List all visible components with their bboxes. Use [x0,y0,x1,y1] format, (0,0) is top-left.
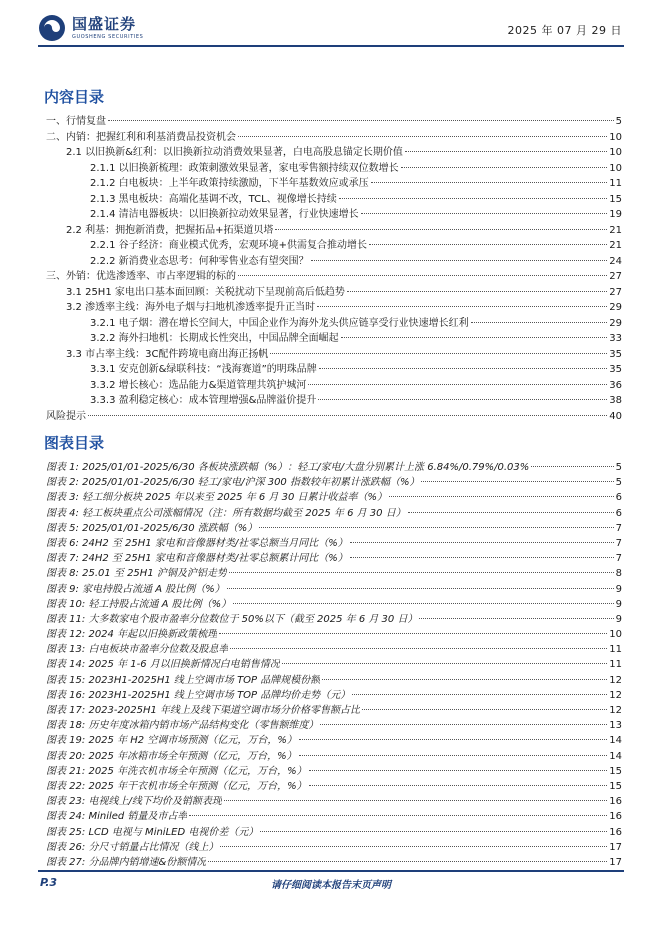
toc-entry-page: 36 [609,379,622,391]
toc-entry-page: 35 [609,364,622,375]
toc-entry[interactable] [44,267,622,283]
toc-entry-page: 10 [609,131,622,143]
dot-leader [282,663,607,664]
toc-entry-title: 风险提示 [46,410,86,422]
dot-leader [362,709,607,710]
figure-entry-title: 图表 11: 大多数家电个股市盈率分位数位于 50%以下（截至 2025 年 6 月 30 日） [46,613,418,625]
dot-leader [219,633,607,634]
toc-entry-page: 10 [609,147,622,158]
toc-entry-page: 33 [609,333,622,344]
dot-leader [347,291,607,292]
figure-entry-page: 8 [615,568,622,580]
toc-entry[interactable] [44,112,622,128]
dot-leader [189,815,607,816]
header-divider [38,45,624,47]
toc-entry[interactable] [44,329,622,345]
logo-cn-text: 国盛证券 [72,14,137,33]
toc-entry-title: 2.2.1 谷子经济：商业模式优秀，宏观环境+供需复合推动增长 [90,240,368,251]
dot-leader [259,527,613,528]
figures-list [44,458,622,868]
figure-entry[interactable] [44,534,622,549]
toc-entry-page: 10 [609,162,622,174]
toc-entry[interactable] [44,190,622,206]
figure-entry-page: 9 [615,613,622,625]
figure-entry[interactable] [44,823,622,838]
figure-entry-page: 17 [609,856,622,868]
toc-entry[interactable] [44,407,622,423]
figure-entry-title: 图表 15: 2023H1-2025H1 线上空调市场 TOP 品牌规模份额 [46,674,321,686]
toc-entry[interactable] [44,360,622,376]
toc-entry[interactable] [44,221,622,237]
dot-leader [350,542,614,543]
toc-entry-title: 3.3.1 安克创新&绿联科技：“浅海赛道”的明珠品牌 [90,364,317,375]
figure-entry[interactable] [44,671,622,686]
dot-leader [317,306,607,307]
dot-leader [361,213,608,214]
figure-entry-page: 16 [609,811,622,823]
figure-entry-title: 图表 3: 轻工细分板块 2025 年以来至 2025 年 6 月 30 日累计收益率（%） [46,492,388,504]
toc-entry-page: 11 [609,178,622,189]
figure-entry-page: 9 [615,598,622,610]
dot-leader [371,182,608,183]
dot-leader [227,588,614,589]
dot-leader [471,322,608,323]
figure-entry-page: 12 [609,689,622,701]
figure-entry-title: 图表 1: 2025/01/01-2025/6/30 各板块涨跌幅（%）：轻工/家电/大盘分别累计上涨 6.84%/0.79%/0.03% [46,462,530,473]
toc-entry-title: 3.2 渗透率主线：海外电子烟与扫地机渗透率提升正当时 [66,302,316,313]
figure-entry-title: 图表 16: 2023H1-2025H1 线上空调市场 TOP 品牌均价走势（元） [46,689,351,701]
figure-entry-title: 图表 10: 轻工持股占流通 A 股比例（%） [46,598,232,610]
figure-entry-title: 图表 27: 分品牌内销增速&份额情况 [46,856,207,868]
toc-entry-title: 3.3.2 增长核心：选品能力&渠道管理共筑护城河 [90,379,307,391]
figure-entry-page: 6 [615,507,622,519]
dot-leader [419,618,613,619]
figure-entry[interactable] [44,807,622,822]
figure-entry[interactable] [44,504,622,519]
toc-entry-page: 27 [609,271,622,282]
toc-entry-title: 3.2.2 海外扫地机：长期成长性突出，中国品牌全面崛起 [90,333,339,344]
figure-entry-title: 图表 9: 家电持股占流通 A 股比例（%） [46,583,225,595]
dot-leader [320,724,607,725]
dot-leader [108,120,614,121]
figure-entry-title: 图表 2: 2025/01/01-2025/6/30 轻工/家电/沪深 300 指数较年初累计涨跌幅（%） [46,477,420,489]
figure-entry-page: 13 [609,720,622,732]
dot-leader [238,136,607,137]
contents-list [44,112,622,422]
figure-entry-page: 15 [609,765,622,777]
toc-entry[interactable] [44,205,622,221]
dot-leader [230,648,607,649]
dot-leader [408,512,614,513]
figure-entry[interactable] [44,777,622,792]
dot-leader [389,496,614,497]
dot-leader [318,399,607,400]
dot-leader [350,557,614,558]
dot-leader [238,275,607,276]
toc-entry-title: 二、内销：把握红利和利基消费品投资机会 [46,131,236,143]
figure-entry-title: 图表 14: 2025 年 1-6 月以旧换新情况白电销售情况 [46,659,280,671]
toc-entry-title: 2.1 以旧换新&红利：以旧换新拉动消费效果显著，白电高股息锚定长期价值 [66,147,403,158]
figure-entry-title: 图表 13: 白电板块市盈率分位数及股息率 [46,644,229,656]
toc-entry[interactable] [44,252,622,268]
toc-entry-title: 三、外销：优选渗透率、市占率逻辑的标的 [46,271,236,282]
page-number: P.3 [40,876,58,889]
figure-entry-page: 14 [609,750,622,762]
figure-entry[interactable] [44,549,622,564]
dot-leader [260,831,607,832]
dot-leader [311,260,608,261]
figure-entry-page: 5 [615,462,622,473]
figure-entry-page: 12 [609,705,622,716]
figure-entry[interactable] [44,731,622,746]
figure-entry[interactable] [44,580,622,595]
dot-leader [308,384,607,385]
dot-leader [220,846,607,847]
dot-leader [88,415,607,416]
dot-leader [224,800,607,801]
toc-entry-page: 5 [615,116,622,127]
toc-entry[interactable] [44,128,622,144]
figure-entry-title: 图表 5: 2025/01/01-2025/6/30 涨跌幅（%） [46,522,258,534]
toc-entry[interactable] [44,143,622,159]
toc-entry-page: 15 [609,193,622,205]
footer-divider [38,870,624,872]
figure-entry-page: 11 [609,644,622,656]
figure-entry-title: 图表 17: 2023-2025H1 年线上及线下渠道空调市场分价格零售额占比 [46,705,361,716]
toc-entry-title: 2.1.1 以旧换新梳理：政策刺激效果显著，家电零售额持续双位数增长 [90,162,399,174]
dot-leader [275,229,607,230]
figure-entry-title: 图表 4: 轻工板块重点公司涨幅情况（注：所有数据均截至 2025 年 6 月 30 日） [46,507,406,519]
figure-entry-page: 12 [609,674,622,686]
toc-entry[interactable] [44,376,622,392]
dot-leader [405,151,607,152]
report-date: 2025 年 07 月 29 日 [507,24,622,37]
toc-entry-title: 3.2.1 电子烟：潜在增长空间大，中国企业作为海外龙头供应链享受行业快速增长红利 [90,317,469,329]
dot-leader [299,739,607,740]
figure-entry-page: 17 [609,841,622,853]
dot-leader [270,353,607,354]
toc-entry[interactable] [44,236,622,252]
figure-entry[interactable] [44,640,622,655]
toc-entry-page: 21 [609,224,622,236]
figure-entry-page: 6 [615,492,622,504]
figure-entry-title: 图表 18: 历史年度冰箱内销市场产品结构变化（零售额维度） [46,720,319,732]
dot-leader [309,785,608,786]
dot-leader [229,572,614,573]
logo-en-text: GUOSHENG SECURITIES [72,33,144,40]
figure-entry-title: 图表 23: 电视线上/线下均价及销额表现 [46,796,222,808]
figure-entry[interactable] [44,458,622,473]
figure-entry-page: 7 [615,553,622,565]
contents-title: 内容目录 [44,88,105,106]
toc-entry[interactable] [44,345,622,361]
toc-entry[interactable] [44,174,622,190]
figure-entry-page: 14 [609,735,622,747]
toc-entry-page: 38 [609,395,622,406]
toc-entry-page: 21 [609,240,622,251]
figure-entry[interactable] [44,625,622,640]
toc-entry-page: 35 [609,348,622,360]
toc-entry-page: 24 [609,255,622,267]
figure-entry[interactable] [44,838,622,853]
figure-entry[interactable] [44,762,622,777]
figure-entry[interactable] [44,701,622,716]
toc-entry[interactable] [44,391,622,407]
disclaimer-note: 请仔细阅读本报告末页声明 [271,880,391,891]
dot-leader [352,694,607,695]
figure-entry-title: 图表 19: 2025 年 H2 空调市场预测（亿元，万台，%） [46,735,297,747]
figure-entry[interactable] [44,564,622,579]
figure-entry-title: 图表 26: 分尺寸销量占比情况（线上） [46,841,219,853]
figure-entry-title: 图表 25: LCD 电视与 MiniLED 电视价差（元） [46,826,259,838]
toc-entry-title: 2.2 利基：拥抱新消费，把握拓品+拓渠道贝塔 [66,224,274,236]
dot-leader [233,603,613,604]
toc-entry-title: 3.1 25H1 家电出口基本面回顾：关税扰动下呈现前高后低趋势 [66,286,345,298]
dot-leader [421,481,613,482]
dot-leader [322,679,607,680]
figure-entry[interactable] [44,686,622,701]
toc-entry-title: 2.1.2 白电板块：上半年政策持续激励，下半年基数效应或承压 [90,178,369,189]
toc-entry[interactable] [44,159,622,175]
figure-entry[interactable] [44,610,622,625]
figure-entry-title: 图表 24: Miniled 销量及市占率 [46,811,188,823]
figure-entry-page: 11 [609,659,622,671]
figure-entry[interactable] [44,747,622,762]
figure-entry-page: 15 [609,780,622,792]
toc-entry[interactable] [44,314,622,330]
dot-leader [341,337,608,338]
figure-entry-title: 图表 21: 2025 年洗衣机市场全年预测（亿元，万台，%） [46,765,307,777]
figure-entry-title: 图表 7: 24H2 至 25H1 家电和音像器材类/社零总额累计同比（%） [46,553,348,565]
figure-entry-page: 7 [615,537,622,549]
figure-entry-title: 图表 22: 2025 年干衣机市场全年预测（亿元，万台，%） [46,780,307,792]
toc-entry-title: 3.3.3 盈利稳定核心：成本管理增强&品牌溢价提升 [90,395,317,406]
dot-leader [208,861,607,862]
figure-entry[interactable] [44,595,622,610]
toc-entry-title: 3.3 市占率主线：3C配件跨境电商出海正扬帆 [66,348,269,360]
dot-leader [401,167,608,168]
toc-entry-title: 2.1.3 黑电板块：高端化基调不改，TCL、视像增长持续 [90,193,337,205]
dot-leader [299,755,608,756]
figure-entry-page: 16 [609,796,622,808]
figure-entry-page: 10 [609,629,622,641]
dot-leader [309,770,608,771]
dot-leader [319,368,607,369]
figure-entry-page: 9 [615,583,622,595]
dot-leader [531,466,613,467]
figure-entry[interactable] [44,473,622,488]
guosheng-logo-icon [38,14,66,42]
figure-entry-title: 图表 12: 2024 年起以旧换新政策梳理 [46,629,218,641]
toc-entry-page: 29 [609,302,622,313]
figure-entry-page: 16 [609,826,622,838]
figure-entry-title: 图表 6: 24H2 至 25H1 家电和音像器材类/社零总额当月同比（%） [46,537,348,549]
figure-entry[interactable] [44,519,622,534]
toc-entry-page: 29 [609,317,622,329]
toc-entry-page: 27 [609,286,622,298]
figure-entry[interactable] [44,853,622,868]
toc-entry-title: 2.2.2 新消费业态思考：何种零售业态有望突围？ [90,255,309,267]
figure-entry-title: 图表 8: 25.01 至 25H1 沪铜及沪铝走势 [46,568,227,580]
dot-leader [339,198,608,199]
figure-entry-page: 7 [615,522,622,534]
figure-entry[interactable] [44,716,622,731]
company-logo [38,14,143,42]
figures-title: 图表目录 [44,434,105,452]
toc-entry[interactable] [44,283,622,299]
toc-entry[interactable] [44,298,622,314]
figure-entry-page: 5 [615,477,622,489]
figure-entry[interactable] [44,792,622,807]
toc-entry-page: 19 [609,209,622,220]
figure-entry[interactable] [44,655,622,670]
figure-entry[interactable] [44,488,622,503]
figure-entry-title: 图表 20: 2025 年冰箱市场全年预测（亿元，万台，%） [46,750,297,762]
toc-entry-title: 2.1.4 清洁电器板块：以旧换新拉动效果显著，行业快速增长 [90,209,359,220]
toc-entry-page: 40 [609,410,622,422]
page-header [0,0,662,50]
toc-entry-title: 一、行情复盘 [46,116,106,127]
dot-leader [369,244,607,245]
